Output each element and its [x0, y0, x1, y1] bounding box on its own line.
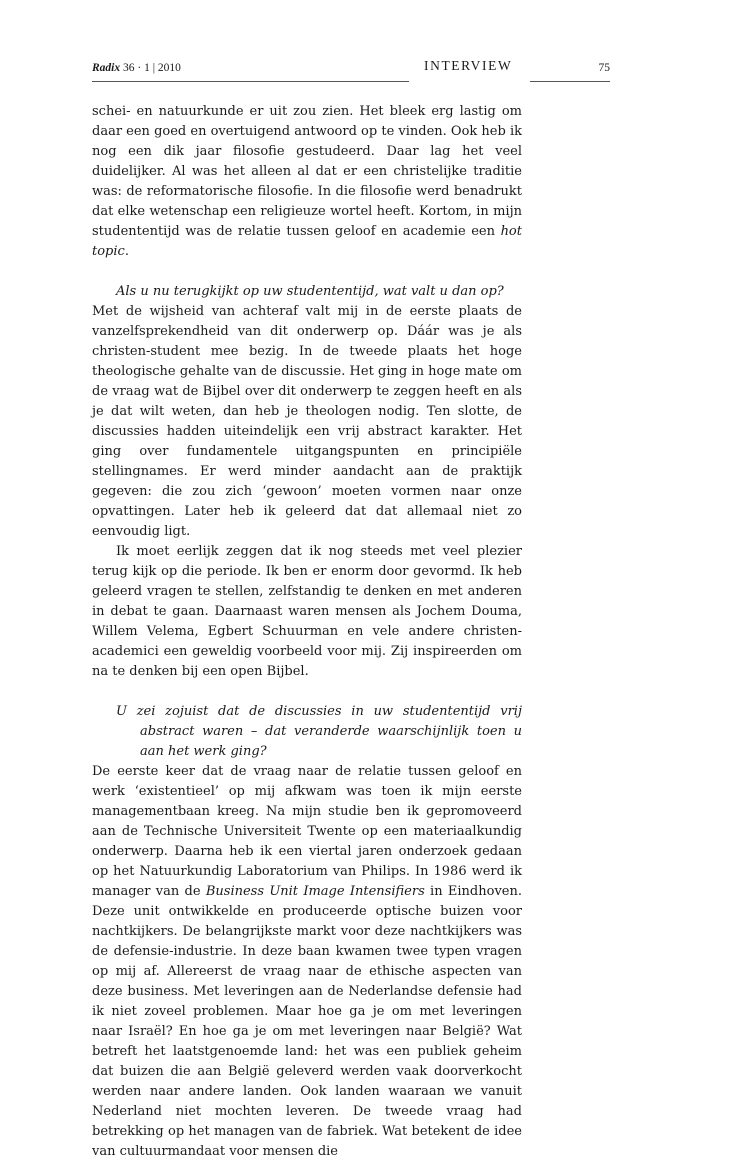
article-body [92, 102, 522, 1162]
paragraph-1-text: schei- en natuurkunde er uit zou zien. Het bleek erg lastig om daar een goed en overtuigend antwoord op te vinden. Ook heb ik nog een dik jaar filosofie gestudeerd. Daar lag het veel duidelijker. Al was het alleen al dat er een christelijke traditie was: de reformatorische filosofie. In die filosofie werd benadrukt dat elke wetenschap een religieuze wortel heeft. Kortom, in mijn studententijd was de relatie tussen geloof en academie een [92, 104, 522, 239]
paragraph-4-text: De eerste keer dat de vraag naar de relatie tussen geloof en werk ‘existentieel’ op mij afkwam was toen ik mijn eerste managementbaan kreeg. Na mijn studie ben ik gepromoveerd aan de Technische Universiteit Twente op een materiaalkundig onderwerp. Daarna heb ik een viertal jaren onderzoek gedaan op het Natuurkundig Laboratorium van Philips. In 1986 werd ik manager van de [92, 764, 522, 899]
paragraph-2: Met de wijsheid van achteraf valt mij in de eerste plaats de vanzelfsprekendheid van dit onderwerp op. Dáár was je als christen-student mee bezig. In de tweede plaats het hoge theologische gehalte van de discussie. Het ging in hoge mate om de vraag wat de Bijbel over dit onderwerp te zeggen heeft en als je dat wilt weten, dan heb je theologen nodig. Ten slotte, de discussies hadden uiteindelijk een vrij abstract karakter. Het ging over fundamentele uitgangspunten en principiële stellingnames. Er werd minder aandacht aan de praktijk gegeven: die zou zich ‘gewoon’ moeten vormen naar onze opvattingen. Later heb ik geleerd dat dat allemaal niet zo eenvoudig ligt. [92, 304, 522, 539]
interview-question-1: Als u nu terugkijkt op uw studententijd, wat valt u dan op? [116, 284, 504, 299]
section-title: INTERVIEW [424, 58, 513, 73]
journal-issue: 36 · 1 | 2010 [123, 62, 181, 74]
paragraph-1-emphasis: hot topic [92, 224, 522, 259]
paragraph-4-end: in Eindhoven. Deze unit ontwikkelde en produceerde optische buizen voor nachtkijkers. De belangrijkste markt voor deze nachtkijkers was de defensie-industrie. In deze baan kwamen twee typen vragen op mij af. Allereerst de vraag naar de ethische aspecten van deze business. Met leveringen aan de Nederlandse defensie had ik niet zoveel problemen. Maar hoe ga je om met leveringen naar Israël? En hoe ga je om met leveringen naar België? Wat betreft het laatstgenoemde land: het was een publiek geheim dat buizen die aan België geleverd werden vaak doorverkocht werden naar andere landen. Ook landen waaraan we vanuit Nederland niet mochten leveren. De tweede vraag had betrekking op het managen van de fabriek. Wat betekent de idee van cultuurmandaat voor mensen die [92, 884, 522, 1159]
journal-name: Radix [92, 62, 121, 74]
paragraph-1 [92, 102, 522, 262]
paragraph-1-end: . [124, 244, 129, 259]
spacer [92, 682, 522, 702]
spacer [92, 262, 522, 282]
running-header [92, 58, 610, 84]
journal-citation [92, 62, 181, 74]
header-rule-right [530, 81, 610, 82]
interview-question-2: U zei zojuist dat de discussies in uw studententijd vrij abstract waren – dat veranderde waarschijnlijk toen u aan het werk ging? [116, 704, 522, 759]
paragraph-4 [92, 762, 522, 1162]
page-number: 75 [598, 62, 610, 74]
paragraph-3: Ik moet eerlijk zeggen dat ik nog steeds met veel plezier terug kijk op die periode. Ik ben er enorm door gevormd. Ik heb geleerd vragen te stellen, zelfstandig te denken en met anderen in debat te gaan. Daarnaast waren mensen als Jochem Douma, Willem Velema, Egbert Schuurman en vele andere christen-academici een geweldig voorbeeld voor mij. Zij inspireerden om na te denken bij een open Bijbel. [92, 544, 522, 679]
paragraph-4-emphasis: Business Unit Image Intensifiers [205, 884, 425, 899]
header-rule-left [92, 81, 409, 82]
